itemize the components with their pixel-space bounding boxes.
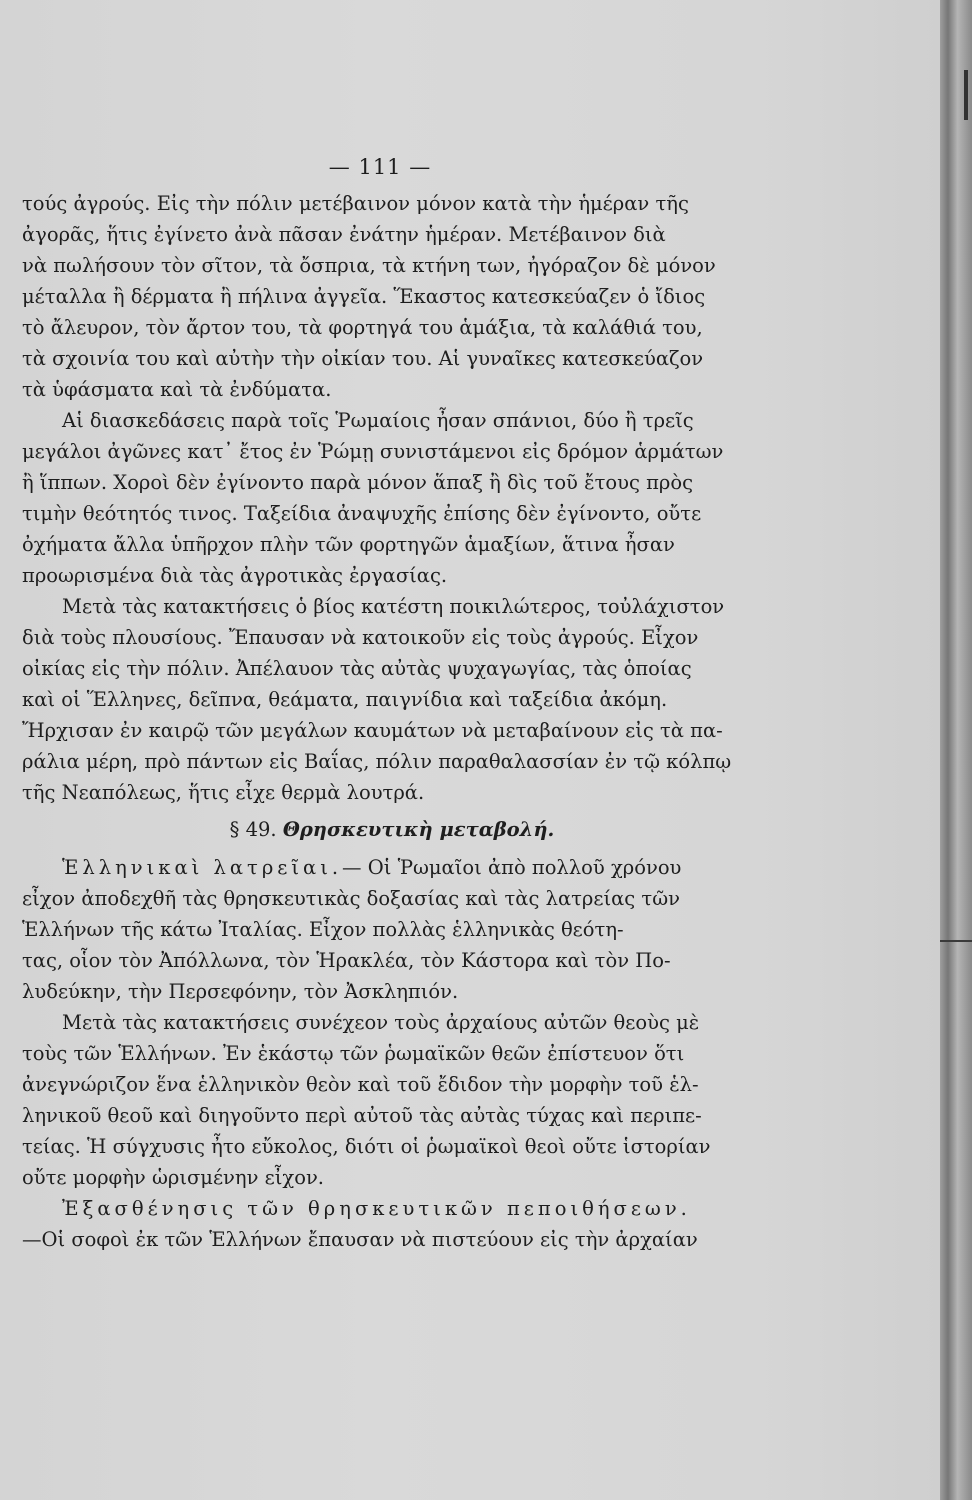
text-line: τείας. Ἡ σύγχυσις ἦτο εὔκολος, διότι οἱ ῥωμαϊκοὶ θεοὶ οὔτε ἱστορίαν (22, 1135, 711, 1158)
text-line: τὰ σχοινία του καὶ αὐτὴν τὴν οἰκίαν του. Αἱ γυναῖκες κατεσκεύαζον (22, 347, 704, 370)
text-line: καὶ οἱ Ἕλληνες, δεῖπνα, θεάματα, παιγνίδια καὶ ταξείδια ἀκόμη. (22, 688, 668, 711)
text-line: Ἑλλήνων τῆς κάτω Ἰταλίας. Εἶχον πολλὰς ἑλληνικὰς θεότη- (22, 918, 624, 941)
text-line: ληνικοῦ θεοῦ καὶ διηγοῦντο περὶ αὐτοῦ τὰς αὐτὰς τύχας καὶ περιπε- (22, 1104, 702, 1127)
text-line: τας, οἷον τὸν Ἀπόλλωνα, τὸν Ἡρακλέα, τὸν Κάστορα καὶ τὸν Πο- (22, 949, 671, 972)
text-line: εἶχον ἀποδεχθῆ τὰς θρησκευτικὰς δοξασίας καὶ τὰς λατρείας τῶν (22, 887, 680, 910)
text-line: ὀχήματα ἄλλα ὑπῆρχον πλὴν τῶν φορτηγῶν ἁμαξίων, ἅτινα ἦσαν (22, 533, 675, 556)
text-line: Ἤρχισαν ἐν καιρῷ τῶν μεγάλων καυμάτων νὰ μεταβαίνουν εἰς τὰ πα- (22, 719, 723, 742)
text-line: ἀγορᾶς, ἥτις ἐγίνετο ἀνὰ πᾶσαν ἐνάτην ἡμέραν. Μετέβαινον διὰ (22, 223, 666, 246)
paragraph-lead: Ἑλληνικαὶ λατρεῖαι. (62, 856, 343, 879)
text-line: Αἱ διασκεδάσεις παρὰ τοῖς Ῥωμαίοις ἦσαν σπάνιοι, δύο ἢ τρεῖς (62, 409, 694, 432)
section-title: Θρησκευτικὴ μεταβολή. (282, 818, 555, 841)
paragraph-lead-rest: — Οἱ Ῥωμαῖοι ἀπὸ πολλοῦ χρόνου (342, 856, 682, 879)
text-line: οὔτε μορφὴν ὡρισμένην εἶχον. (22, 1166, 324, 1189)
margin-dash (940, 940, 972, 942)
text-line: μέταλλα ἢ δέρματα ἢ πήλινα ἀγγεῖα. Ἕκαστος κατεσκεύαζεν ὁ ἴδιος (22, 285, 706, 308)
text-line: ἢ ἵππων. Χοροὶ δὲν ἐγίνοντο παρὰ μόνον ἅπαξ ἢ δὶς τοῦ ἔτους πρὸς (22, 471, 694, 494)
text-line: τῆς Νεαπόλεως, ἥτις εἶχε θερμὰ λουτρά. (22, 781, 425, 804)
gutter-mark (964, 70, 968, 120)
text-line: Μετὰ τὰς κατακτήσεις συνέχεον τοὺς ἀρχαίους αὐτῶν θεοὺς μὲ (62, 1011, 700, 1034)
text-line: λυδεύκην, τὴν Περσεφόνην, τὸν Ἀσκληπιόν. (22, 980, 459, 1003)
text-line: οἰκίας εἰς τὴν πόλιν. Ἀπέλαυον τὰς αὐτὰς ψυχαγωγίας, τὰς ὁποίας (22, 657, 692, 680)
page-text (22, 188, 762, 1255)
text-line: νὰ πωλήσουν τὸν σῖτον, τὰ ὄσπρια, τὰ κτήνη των, ἠγόραζον δὲ μόνον (22, 254, 716, 277)
text-line: τούς ἀγρούς. Εἰς τὴν πόλιν μετέβαινον μόνον κατὰ τὴν ἡμέραν τῆς (22, 192, 689, 215)
text-line: —Οἱ σοφοὶ ἐκ τῶν Ἑλλήνων ἔπαυσαν νὰ πιστεύουν εἰς τὴν ἀρχαίαν (22, 1228, 698, 1251)
text-line: μεγάλοι ἀγῶνες κατ᾿ ἔτος ἐν Ῥώμῃ συνιστάμενοι εἰς δρόμον ἁρμάτων (22, 440, 724, 463)
page-number: — 111 — (328, 155, 432, 179)
text-line: ἀνεγνώριζον ἕνα ἑλληνικὸν θεὸν καὶ τοῦ ἔδιδον τὴν μορφὴν τοῦ ἑλ- (22, 1073, 699, 1096)
paragraph-lead: Ἐξασθένησις τῶν θρησκευτικῶν πεποιθήσεων. (62, 1197, 691, 1220)
text-line: διὰ τοὺς πλουσίους. Ἔπαυσαν νὰ κατοικοῦν εἰς τοὺς ἀγρούς. Εἶχον (22, 626, 699, 649)
text-line (22, 1193, 762, 1224)
book-gutter (940, 0, 972, 1500)
text-line: προωρισμένα διὰ τὰς ἀγροτικὰς ἐργασίας. (22, 564, 448, 587)
section-heading (22, 808, 762, 852)
text-line: Μετὰ τὰς κατακτήσεις ὁ βίος κατέστη ποικιλώτερος, τοὐλάχιστον (62, 595, 725, 618)
section-number: § 49. (229, 818, 277, 841)
text-line: τὰ ὑφάσματα καὶ τὰ ἐνδύματα. (22, 378, 332, 401)
text-line (22, 852, 762, 883)
text-line: ράλια μέρη, πρὸ πάντων εἰς Βαΐας, πόλιν παραθαλασσίαν ἐν τῷ κόλπῳ (22, 750, 732, 773)
text-line: τὸ ἄλευρον, τὸν ἄρτον του, τὰ φορτηγά του ἁμάξια, τὰ καλάθιά του, (22, 316, 703, 339)
text-line: τοὺς τῶν Ἑλλήνων. Ἐν ἑκάστῳ τῶν ῥωμαϊκῶν θεῶν ἐπίστευον ὅτι (22, 1042, 685, 1065)
text-line: τιμὴν θεότητός τινος. Ταξείδια ἀναψυχῆς ἐπίσης δὲν ἐγίνοντο, οὔτε (22, 502, 702, 525)
